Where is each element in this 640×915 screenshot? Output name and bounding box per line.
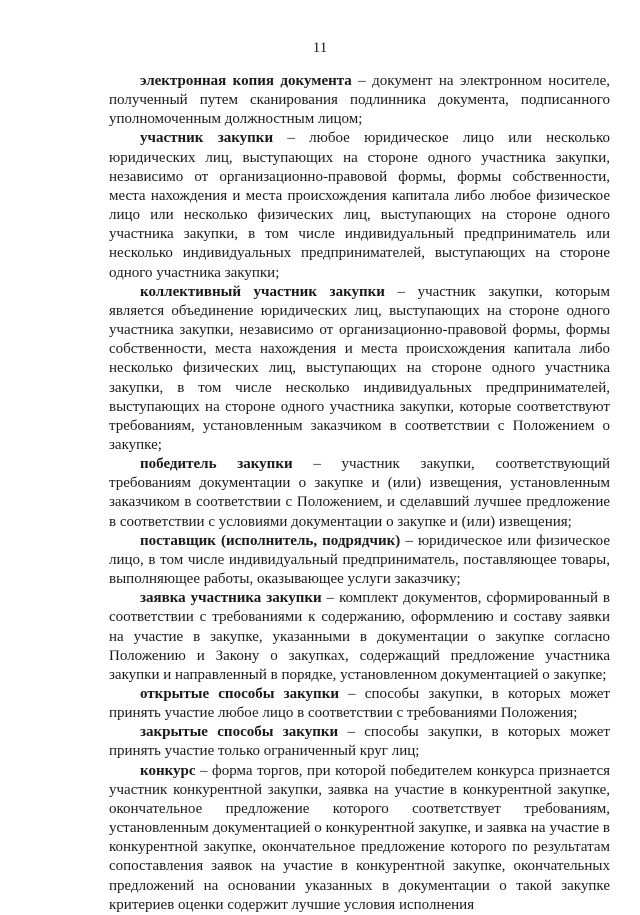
definitions-list [109,72,610,915]
definition-paragraph [109,283,610,455]
definition-paragraph [109,455,610,532]
definition-text: – комплект документов, сформированный в соответствии с требованиями к содержанию, оформлению и составу заявки на участие в закупке, указанными в документации о закупке согласно Положению и Закону о закупках, содержащий предложение участника закупки и направленный в порядке, установленном документацией о закупке; [109,590,611,683]
definition-paragraph [109,589,610,685]
definition-term: открытые способы закупки [140,686,339,702]
definition-paragraph [109,532,610,589]
definition-text: – любое юридическое лицо или несколько юридических лиц, выступающих на стороне одного участника закупки, независимо от организационно-правовой формы, формы собственности, места нахождения и места происхождения капитала либо любое физическое лицо или несколько физических лиц, выступающих на стороне одного участника закупки, в том числе индивидуальный предприниматель или несколько индивидуальных предпринимателей, выступающих на стороне одного участника закупки; [109,130,610,281]
definition-term: конкурс [140,762,196,779]
definition-paragraph [109,72,610,129]
definition-term: участник закупки [140,130,274,147]
definition-text: – форма торгов, при которой победителем конкурса признается участник конкурентной закупки, заявка на участие в конкурентной закупке, окончательное предложение которого соответствует требованиям, установленным документацией о конкурентной закупке, и заявка на участие в конкурентной закупке, окончательное предложение которого по результатам сопоставления заявок на участие в конкурентной закупке, окончательных предложений на основании указанных в документации о такой закупке критериев оценки содержит лучшие условия исполнения [109,762,610,913]
definition-text: – способы закупки, в которых может принять участие только ограниченный круг лиц; [109,724,610,760]
definition-paragraph [109,762,610,915]
definition-term: электронная копия документа [140,73,352,89]
definition-paragraph [109,723,610,761]
page-number: 11 [312,40,328,56]
definition-term: победитель закупки [140,456,293,473]
definition-text: – участник закупки, соответствующий требованиям документации о закупке и (или) извещения, установленным заказчиком в соответствии с Положением, и сделавший лучшее предложение в соответствии с условиями документации о закупке и (или) извещения; [109,456,610,530]
definition-paragraph [109,685,610,723]
definition-term: поставщик (исполнитель, подрядчик) [140,532,401,549]
definition-term: коллективный участник закупки [140,283,385,300]
definition-paragraph [109,129,610,282]
definition-term: заявка участника закупки [140,590,322,607]
definition-term: закрытые способы закупки [140,724,339,741]
definition-text: – документ на электронном носителе, полученный путем сканирования подлинника документа, подписанного уполномоченным должностным лицом; [109,73,610,128]
definition-text: – способы закупки, в которых может принять участие любое лицо в соответствии с требованиями Положения; [109,686,610,722]
definition-text: – юридическое или физическое лицо, в том числе индивидуальный предприниматель, поставляющее товары, выполняющее работы, оказывающее услуги заказчику; [109,532,610,588]
definition-text: – участник закупки, которым является объединение юридических лиц, выступающих на стороне одного участника закупки, независимо от организационно-правовой формы, формы собственности, места нахождения и места происхождения капитала либо несколько физических лиц, выступающих на стороне одного участника закупки, в том числе несколько индивидуальных предпринимателей, выступающих на стороне одного участника закупки, которые соответствуют требованиям, установленным заказчиком в соответствии с Положением о закупке; [109,283,610,453]
